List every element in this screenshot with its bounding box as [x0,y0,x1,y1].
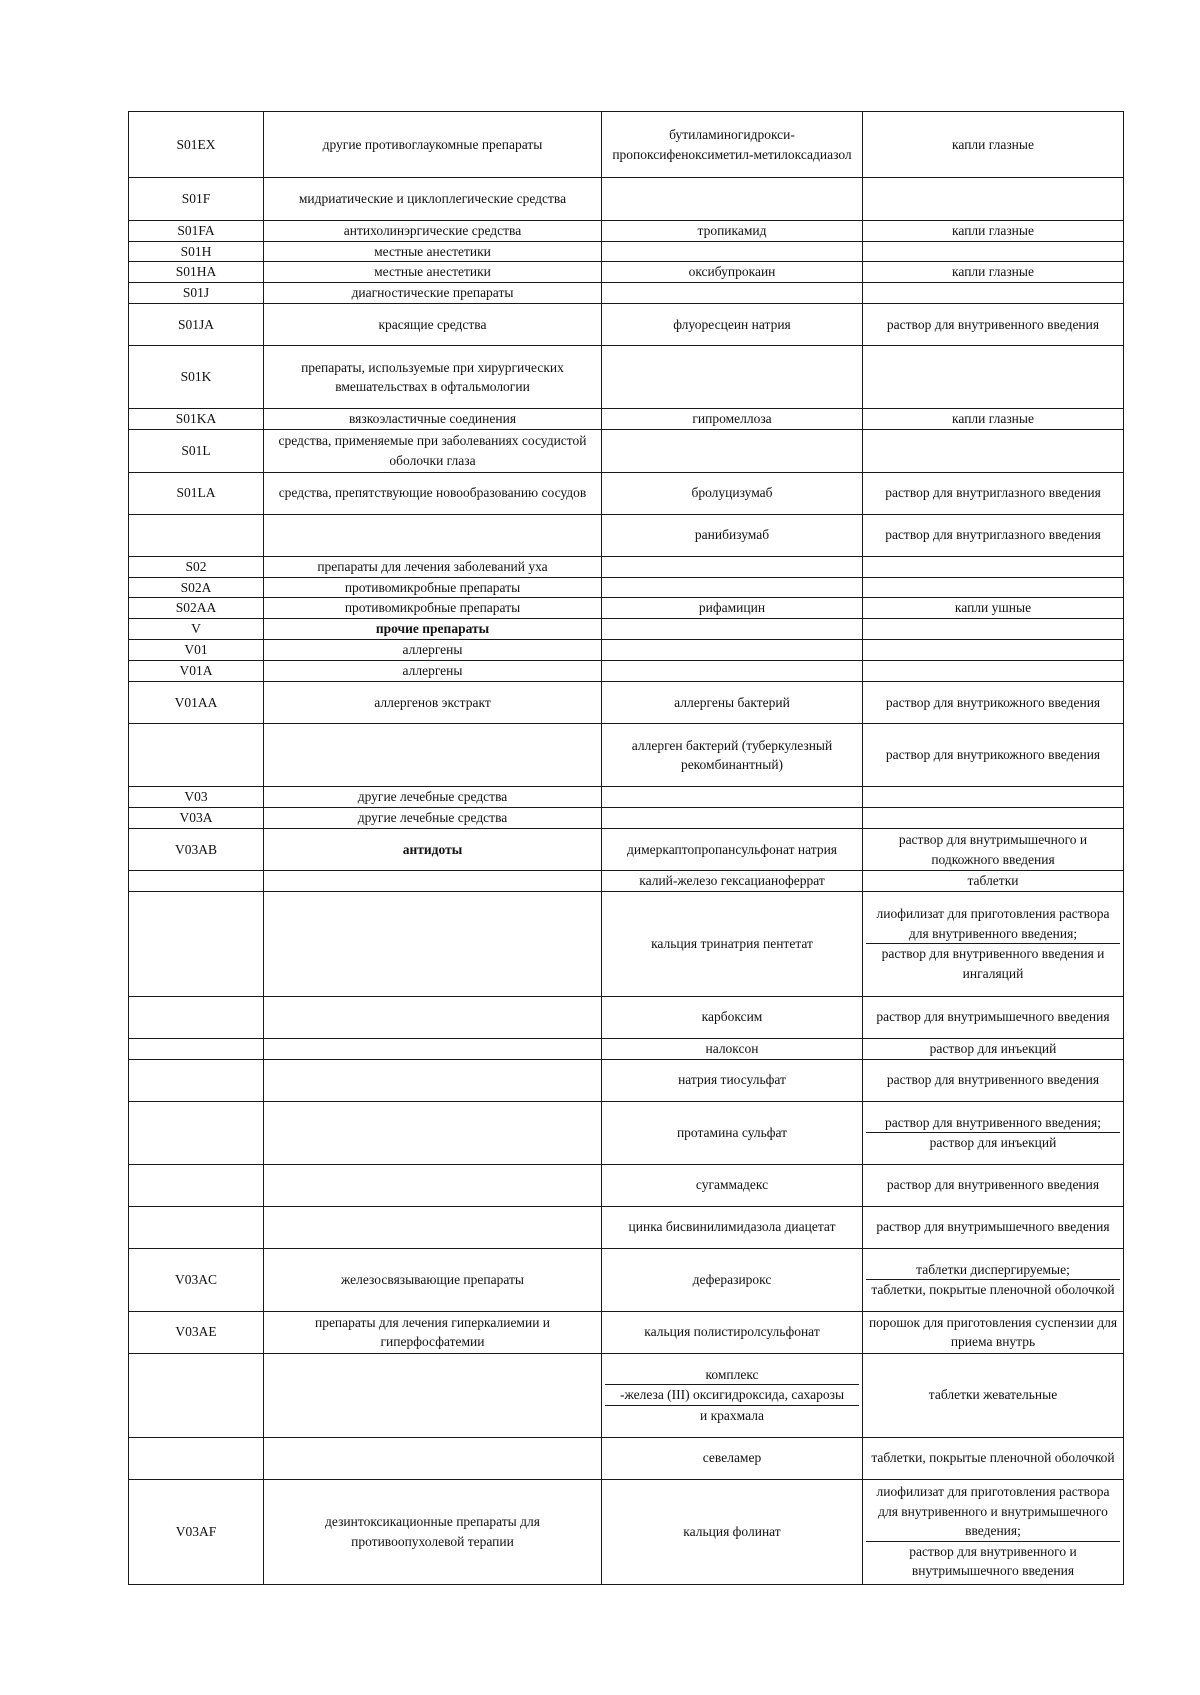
atc-code [129,1353,264,1437]
group-name [264,1164,602,1206]
table-row [129,304,1124,346]
substance-name [602,1353,863,1437]
table-row [129,472,1124,514]
substance-line: и крахмала [605,1405,859,1426]
table-row [129,429,1124,472]
group-name: другие лечебные средства [264,787,602,808]
dosage-form: капли глазные [863,262,1124,283]
substance-name: калий-железо гексацианоферрат [602,871,863,892]
dosage-form: капли ушные [863,598,1124,619]
table-row [129,1437,1124,1479]
atc-code: S01K [129,346,264,409]
dosage-form: раствор для внутримышечного введения [863,1206,1124,1248]
substance-name: кальция полистиролсульфонат [602,1311,863,1353]
dosage-form-line: раствор для инъекций [866,1132,1120,1153]
group-name [264,891,602,996]
dosage-form: таблетки [863,871,1124,892]
atc-code: S01EX [129,112,264,178]
atc-code: S01FA [129,221,264,242]
atc-code: V03AE [129,1311,264,1353]
substance-line: -железа (III) оксигидроксида, сахарозы [605,1384,859,1405]
table-row [129,1311,1124,1353]
substance-name: бутиламиногидрокси-пропоксифеноксиметил-метилоксадиазол [602,112,863,178]
table-row [129,1206,1124,1248]
atc-code: S01LA [129,472,264,514]
substance-name: гипромеллоза [602,409,863,430]
substance-name [602,178,863,221]
atc-code [129,1059,264,1101]
group-name: антидоты [264,829,602,871]
table-row [129,178,1124,221]
table-row [129,1059,1124,1101]
atc-code: V01 [129,640,264,661]
group-name: диагностические препараты [264,283,602,304]
atc-code: S01L [129,429,264,472]
group-name [264,724,602,787]
substance-name: аллергены бактерий [602,682,863,724]
dosage-form [863,661,1124,682]
atc-code [129,724,264,787]
table-row [129,724,1124,787]
table-row [129,241,1124,262]
dosage-form [863,556,1124,577]
group-name [264,1101,602,1164]
group-name: местные анестетики [264,241,602,262]
atc-code: V03AF [129,1479,264,1584]
dosage-form: раствор для внутримышечного введения [863,996,1124,1038]
table-row [129,1248,1124,1311]
dosage-form-line: раствор для внутривенного введения; [885,1114,1101,1130]
substance-name: оксибупрокаин [602,262,863,283]
group-name: противомикробные препараты [264,577,602,598]
atc-code [129,871,264,892]
atc-code [129,1164,264,1206]
substance-name [602,241,863,262]
atc-code: V01A [129,661,264,682]
atc-code [129,1437,264,1479]
table-row [129,346,1124,409]
substance-name [602,577,863,598]
atc-code: S02 [129,556,264,577]
atc-code [129,1206,264,1248]
atc-code: S01F [129,178,264,221]
atc-code [129,996,264,1038]
table-row [129,409,1124,430]
table-row [129,1101,1124,1164]
dosage-form-line: таблетки, покрытые пленочной оболочкой [866,1279,1120,1300]
dosage-form: порошок для приготовления суспензии для приема внутрь [863,1311,1124,1353]
group-name [264,871,602,892]
substance-name: натрия тиосульфат [602,1059,863,1101]
group-name [264,1437,602,1479]
group-name: антихолинэргические средства [264,221,602,242]
substance-line: комплекс [705,1366,759,1382]
substance-name: аллерген бактерий (туберкулезный рекомбинантный) [602,724,863,787]
substance-name: бролуцизумаб [602,472,863,514]
dosage-form: капли глазные [863,221,1124,242]
dosage-form [863,241,1124,262]
substance-name: налоксон [602,1038,863,1059]
table-row [129,661,1124,682]
dosage-form: раствор для внутрикожного введения [863,724,1124,787]
atc-code: V03 [129,787,264,808]
dosage-form-line: раствор для внутривенного и внутримышечного введения [866,1541,1120,1581]
substance-name: сугаммадекс [602,1164,863,1206]
dosage-form: капли глазные [863,112,1124,178]
substance-name: кальция тринатрия пентетат [602,891,863,996]
group-name: аллергены [264,640,602,661]
atc-code: V03A [129,808,264,829]
dosage-form-line: раствор для внутривенного введения и ингаляций [866,943,1120,983]
group-name: местные анестетики [264,262,602,283]
dosage-form: раствор для внутриглазного введения [863,514,1124,556]
dosage-form [863,891,1124,996]
substance-name: карбоксим [602,996,863,1038]
dosage-form-line: лиофилизат для приготовления раствора для внутривенного и внутримышечного введения; [876,1484,1110,1539]
atc-code: S02AA [129,598,264,619]
atc-code [129,1038,264,1059]
table-row [129,787,1124,808]
dosage-form [863,619,1124,640]
dosage-form: раствор для внутривенного введения [863,1059,1124,1101]
group-name: противомикробные препараты [264,598,602,619]
substance-name [602,346,863,409]
dosage-form [863,346,1124,409]
dosage-form: раствор для внутривенного введения [863,304,1124,346]
atc-code: V01AA [129,682,264,724]
group-name [264,996,602,1038]
table-row [129,577,1124,598]
table-row [129,619,1124,640]
group-name: железосвязывающие препараты [264,1248,602,1311]
dosage-form: таблетки жевательные [863,1353,1124,1437]
substance-name [602,787,863,808]
table-row [129,556,1124,577]
substance-name: севеламер [602,1437,863,1479]
atc-code: S01H [129,241,264,262]
substance-name: рифамицин [602,598,863,619]
dosage-form: раствор для внутримышечного и подкожного введения [863,829,1124,871]
dosage-form [863,1101,1124,1164]
dosage-form [863,640,1124,661]
dosage-form [863,577,1124,598]
substance-name: деферазирокс [602,1248,863,1311]
dosage-form: раствор для внутрикожного введения [863,682,1124,724]
dosage-form [863,429,1124,472]
group-name: препараты для лечения заболеваний уха [264,556,602,577]
dosage-form [863,1479,1124,1584]
table-row [129,682,1124,724]
atc-code [129,1101,264,1164]
substance-name: флуоресцеин натрия [602,304,863,346]
substance-name: тропикамид [602,221,863,242]
substance-name [602,619,863,640]
atc-code: V03AB [129,829,264,871]
group-name [264,1206,602,1248]
group-name: аллергены [264,661,602,682]
dosage-form [863,283,1124,304]
table-row [129,1164,1124,1206]
substance-name [602,556,863,577]
group-name [264,514,602,556]
dosage-form: раствор для внутриглазного введения [863,472,1124,514]
table-row [129,1353,1124,1437]
table-row [129,871,1124,892]
group-name: средства, применяемые при заболеваниях сосудистой оболочки глаза [264,429,602,472]
table-row [129,262,1124,283]
group-name: препараты для лечения гиперкалиемии и гиперфосфатемии [264,1311,602,1353]
group-name [264,1059,602,1101]
group-name: прочие препараты [264,619,602,640]
group-name: дезинтоксикационные препараты для противоопухолевой терапии [264,1479,602,1584]
group-name [264,1038,602,1059]
table-row [129,283,1124,304]
table-row [129,598,1124,619]
dosage-form [863,1248,1124,1311]
table-row [129,829,1124,871]
group-name: вязкоэластичные соединения [264,409,602,430]
group-name: красящие средства [264,304,602,346]
substance-name [602,283,863,304]
dosage-form [863,787,1124,808]
atc-code: S01HA [129,262,264,283]
group-name: аллергенов экстракт [264,682,602,724]
table-row [129,996,1124,1038]
substance-name: цинка бисвинилимидазола диацетат [602,1206,863,1248]
drug-classification-table [128,111,1124,1585]
dosage-form-line: таблетки диспергируемые; [916,1261,1070,1277]
atc-code: S01J [129,283,264,304]
dosage-form: капли глазные [863,409,1124,430]
table-row [129,514,1124,556]
table-row [129,1038,1124,1059]
table-row [129,640,1124,661]
substance-name: протамина сульфат [602,1101,863,1164]
group-name: другие противоглаукомные препараты [264,112,602,178]
atc-code: V03AC [129,1248,264,1311]
atc-code: S02A [129,577,264,598]
substance-name: димеркаптопропансульфонат натрия [602,829,863,871]
table-row [129,891,1124,996]
dosage-form: таблетки, покрытые пленочной оболочкой [863,1437,1124,1479]
group-name: препараты, используемые при хирургических вмешательствах в офтальмологии [264,346,602,409]
substance-name [602,661,863,682]
table-row [129,112,1124,178]
group-name: средства, препятствующие новообразованию сосудов [264,472,602,514]
substance-name [602,429,863,472]
atc-code [129,891,264,996]
table-row [129,221,1124,242]
dosage-form: раствор для внутривенного введения [863,1164,1124,1206]
group-name [264,1353,602,1437]
substance-name [602,808,863,829]
substance-name [602,640,863,661]
table-row [129,808,1124,829]
substance-name: ранибизумаб [602,514,863,556]
group-name: мидриатические и циклоплегические средства [264,178,602,221]
dosage-form-line: лиофилизат для приготовления раствора для внутривенного введения; [876,906,1110,941]
dosage-form: раствор для инъекций [863,1038,1124,1059]
atc-code: S01JA [129,304,264,346]
dosage-form [863,808,1124,829]
dosage-form [863,178,1124,221]
atc-code [129,514,264,556]
atc-code: V [129,619,264,640]
substance-name: кальция фолинат [602,1479,863,1584]
group-name: другие лечебные средства [264,808,602,829]
table-row [129,1479,1124,1584]
atc-code: S01KA [129,409,264,430]
